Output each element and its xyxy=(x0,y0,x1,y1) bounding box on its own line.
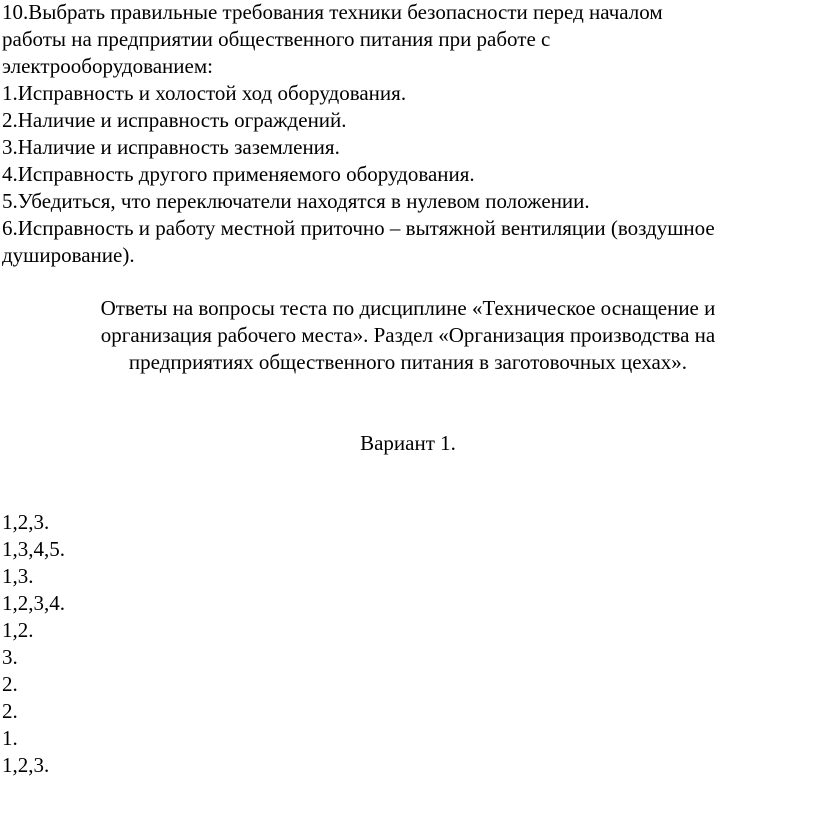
question-stem-line: 10.Выбрать правильные требования техники безопасности перед началом xyxy=(2,0,663,24)
answer-option: 6.Исправность и работу местной приточно – вытяжной вентиляции (воздушное xyxy=(2,216,715,240)
question-10 xyxy=(2,0,814,269)
answer-option: 2.Наличие и исправность ограждений. xyxy=(2,108,347,132)
answers-heading-line: предприятиях общественного питания в заготовочных цехах». xyxy=(128,350,688,374)
answer-key-item: 1,2,3. xyxy=(2,753,50,777)
answer-option: 1.Исправность и холостой ход оборудования. xyxy=(2,81,407,105)
answer-key-item: 1,3,4,5. xyxy=(2,537,65,561)
answer-key-list xyxy=(2,509,302,779)
answer-key-item: 1,2. xyxy=(2,618,34,642)
question-stem-line: электрооборудованием: xyxy=(2,54,213,78)
answer-key-item: 2. xyxy=(2,672,18,696)
answers-heading xyxy=(0,295,816,376)
answers-heading-line: организация рабочего места». Раздел «Организация производства на xyxy=(100,323,716,347)
answer-key-item: 1,3. xyxy=(2,564,34,588)
answer-option: 3.Наличие и исправность заземления. xyxy=(2,135,340,159)
answers-heading-line: Ответы на вопросы теста по дисциплине «Техническое оснащение и xyxy=(100,296,716,320)
variant-title: Вариант 1. xyxy=(360,431,456,455)
answer-key-item: 1,2,3. xyxy=(2,510,50,534)
answer-key-item: 3. xyxy=(2,645,18,669)
answer-option: душирование). xyxy=(2,243,135,267)
answer-key-item: 1. xyxy=(2,726,18,750)
answer-option: 4.Исправность другого применяемого оборудования. xyxy=(2,162,475,186)
answer-key-item: 2. xyxy=(2,699,18,723)
question-stem-line: работы на предприятии общественного питания при работе с xyxy=(2,27,551,51)
answer-key-item: 1,2,3,4. xyxy=(2,591,65,615)
answer-option: 5.Убедиться, что переключатели находятся в нулевом положении. xyxy=(2,189,590,213)
